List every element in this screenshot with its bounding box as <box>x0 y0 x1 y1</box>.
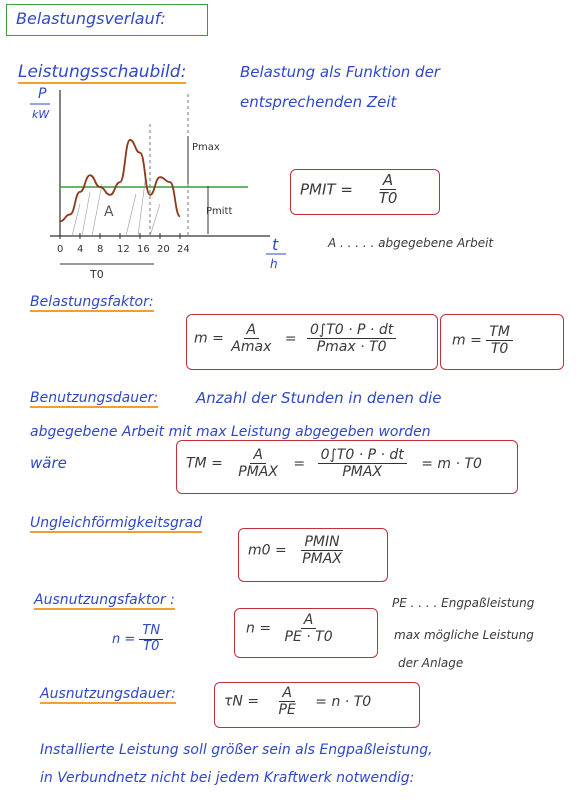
formula-m1-num1: A <box>244 322 260 339</box>
formula-m0-lhs: m0 = <box>248 542 287 559</box>
engpass-note-2: max mögliche Leistung <box>394 628 534 642</box>
formula-tau-frac <box>276 685 299 718</box>
formula-m1-num2: 0∫T0 · P · dt <box>307 322 396 339</box>
x-tick-label: 0 <box>57 244 64 255</box>
formula-tau <box>224 685 371 718</box>
description-line-2: entsprechenden Zeit <box>240 93 397 111</box>
description-line-1: Belastung als Funktion der <box>240 63 440 81</box>
formula-m1-frac1 <box>228 322 274 355</box>
formula-m2-num: TM <box>486 324 513 341</box>
formula-pmit-den: T0 <box>378 189 398 208</box>
formula-tm-rhs: = m · T0 <box>421 455 482 472</box>
area-label: A <box>104 204 114 220</box>
y-axis-label: P <box>38 86 47 102</box>
formula-pmit-lhs: PMIT = <box>300 180 353 199</box>
x-tick-label: 12 <box>117 244 130 255</box>
engpass-note-3: der Anlage <box>398 656 464 670</box>
footer-line-1: Installierte Leistung soll größer sein als Engpaßleistung, <box>40 742 433 758</box>
formula-tau-rhs: = n · T0 <box>315 693 372 710</box>
pmax-label: Pmax <box>192 142 220 153</box>
formula-m1-den2: Pmax · T0 <box>316 339 387 356</box>
formula-m2-lhs: m = <box>452 332 482 349</box>
formula-m2-frac <box>486 324 513 357</box>
formula-m1-frac2 <box>307 322 396 355</box>
formula-tm-frac1 <box>235 447 281 480</box>
benutzungsdauer-text-1: Anzahl der Stunden in denen die <box>196 389 442 407</box>
formula-m0-frac <box>299 534 345 567</box>
formula-pmit-num: A <box>380 172 396 190</box>
formula-m2 <box>452 324 513 357</box>
formula-n-side-lhs: n = <box>112 631 136 647</box>
formula-tm-eq: = <box>293 455 306 472</box>
heading-ausnutzungsfaktor: Ausnutzungsfaktor : <box>34 592 175 608</box>
formula-m0-num: PMIN <box>301 534 342 551</box>
footer-line-2: in Verbundnetz nicht bei jedem Kraftwerk notwendig: <box>40 770 415 786</box>
formula-n-den: PE · T0 <box>284 629 333 646</box>
formula-tm-num2: 0∫T0 · P · dt <box>318 447 407 464</box>
formula-n-side-frac <box>139 624 163 655</box>
formula-tau-num: A <box>279 685 295 702</box>
page-title: Belastungsverlauf: <box>16 9 166 28</box>
heading-leistungsschaubild: Leistungsschaubild: <box>18 62 187 82</box>
formula-tm-den2: PMAX <box>342 464 383 481</box>
formula-n <box>246 612 336 645</box>
formula-n-side <box>112 624 163 655</box>
heading-ungleichfoermigkeitsgrad: Ungleichförmigkeitsgrad <box>30 515 203 531</box>
formula-tm <box>186 447 482 480</box>
heading-ausnutzungsdauer: Ausnutzungsdauer: <box>40 686 176 702</box>
formula-m0-den: PMAX <box>302 551 342 568</box>
formula-m1-eq: = <box>284 330 297 347</box>
formula-m1 <box>194 322 396 355</box>
load-curve-chart <box>20 84 300 284</box>
formula-n-frac <box>282 612 336 645</box>
x-tick-label: 4 <box>77 244 84 255</box>
formula-m1-lhs: m = <box>194 330 224 347</box>
formula-tm-frac2 <box>318 447 407 480</box>
load-curve <box>60 140 180 221</box>
formula-tau-lhs: τN = <box>224 693 260 710</box>
heading-benutzungsdauer: Benutzungsdauer: <box>30 390 159 406</box>
formula-m0 <box>248 534 345 567</box>
benutzungsdauer-text-3: wäre <box>30 454 67 472</box>
formula-n-side-den: T0 <box>143 638 160 654</box>
formula-pmit <box>300 172 400 208</box>
formula-pmit-fraction <box>376 172 401 208</box>
formula-m2-den: T0 <box>490 341 509 358</box>
x-axis-unit: h <box>270 257 278 271</box>
benutzungsdauer-text-2: abgegebene Arbeit mit max Leistung abgegeben worden <box>30 424 431 440</box>
formula-m1-den1: Amax <box>231 339 272 356</box>
pmit-label: Pmitt <box>206 206 233 217</box>
x-axis-label: t <box>272 235 279 254</box>
formula-tm-den1: PMAX <box>238 464 278 481</box>
engpass-note-1: PE . . . . Engpaßleistung <box>392 596 535 610</box>
y-axis-unit: kW <box>32 108 50 121</box>
x-tick-label: 24 <box>177 244 190 255</box>
formula-n-side-num: TN <box>139 624 163 640</box>
formula-tm-lhs: TM = <box>186 455 223 472</box>
formula-n-num: A <box>301 612 317 629</box>
formula-n-lhs: n = <box>246 620 272 637</box>
heading-belastungsfaktor: Belastungsfaktor: <box>30 294 154 310</box>
formula-tm-num1: A <box>250 447 266 464</box>
x-tick-label: 8 <box>97 244 104 255</box>
formula-tau-den: PE <box>278 702 296 719</box>
arbeit-note: A . . . . . abgegebene Arbeit <box>328 236 494 250</box>
x-tick-label: 16 <box>137 244 150 255</box>
x-tick-label: 20 <box>157 244 170 255</box>
t0-label: T0 <box>90 268 104 281</box>
